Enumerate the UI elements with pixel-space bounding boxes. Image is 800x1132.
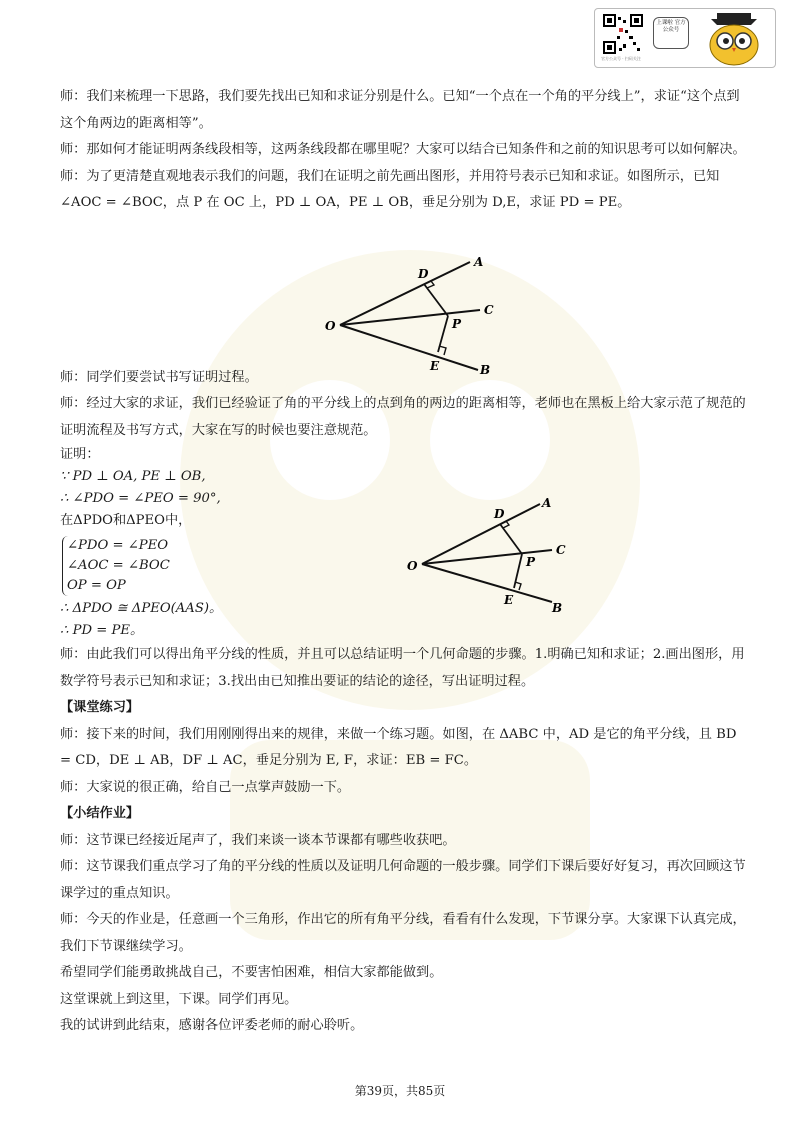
label-O: O [325,319,336,333]
label-P: P [526,555,536,569]
paragraph: 师：经过大家的求证，我们已经验证了角的平分线上的点到角的两边的距离相等，老师也在黑板上给大家示范了规范的证明流程及书写方式，大家在写的时候也要注意规范。 [60,396,746,438]
label-O: O [407,559,418,573]
label-D: D [494,507,505,521]
owl-mascot-icon [699,11,769,67]
paragraph: 师：那如何才能证明两条线段相等，这两条线段都在哪里呢？大家可以结合已知条件和之前的知识思考可以如何解决。 [60,142,746,157]
label-A: A [474,255,484,269]
paragraph: 这堂课就上到这里，下课。同学们再见。 [60,991,298,1007]
section-heading: 【课堂练习】 [60,700,140,715]
header-bubble: 上课啦 官方公众号 [653,17,689,49]
angle-bisector-figure-1 [320,250,500,386]
label-C: C [484,303,494,317]
section-heading: 【小结作业】 [60,806,140,821]
label-C: C [556,543,566,557]
proof-line: ∴ ΔPDO ≅ ΔPEO(AAS)。 [60,601,223,616]
header-qr-card [594,8,776,68]
paragraph: 师：这节课我们重点学习了角的平分线的性质以及证明几何命题的一般步骤。同学们下课后要好好复习，再次回顾这节课学过的重点知识。 [60,859,746,901]
label-D: D [418,267,429,281]
label-E: E [430,359,440,373]
paragraph: 师：我们来梳理一下思路，我们要先找出已知和求证分别是什么。已知“一个点在一个角的平分线上”，求证“这个点到这个角两边的距离相等”。 [60,89,740,131]
label-B: B [480,363,491,377]
paragraph: 师：这节课已经接近尾声了，我们来谈一谈本节课都有哪些收获吧。 [60,832,456,848]
proof-condition: OP = OP [67,578,126,593]
proof-line: ∵ PD ⊥ OA, PE ⊥ OB, [60,469,206,484]
page-number: 第39页，共85页 [354,1084,446,1098]
proof-condition: ∠PDO = ∠PEO [67,538,169,553]
proof-block [60,444,400,642]
paragraph: 师：大家说的很正确，给自己一点掌声鼓励一下。 [60,779,351,795]
paragraph: 师：接下来的时间，我们用刚刚得出来的规律，来做一个练习题。如图，在 ΔABC 中，AD 是它的角平分线，且 BD = CD，DE ⊥ AB，DF ⊥ AC，垂足分别为 E, F，求证：EB = FC。 [60,726,737,768]
angle-bisector-figure-2 [402,494,572,614]
paragraph: 师：为了更清楚直观地表示我们的问题，我们在证明之前先画出图形，并用符号表示已知和求证。如图所示，已知∠AOC = ∠BOC，点 P 在 OC 上，PD ⊥ OA，PE ⊥ OB，垂足分别为 D,E，求证 PD = PE。 [60,168,720,210]
paragraph: 师：同学们要尝试书写证明过程。 [60,369,258,385]
proof-condition: ∠AOC = ∠BOC [67,558,170,573]
label-P: P [452,317,462,331]
proof-title: 证明： [60,447,100,462]
paragraph: 我的试讲到此结束，感谢各位评委老师的耐心聆听。 [60,1018,364,1033]
label-E: E [504,593,514,607]
label-B: B [552,601,563,614]
proof-line: 在ΔPDO和ΔPEO中， [60,513,192,528]
label-A: A [542,496,552,510]
proof-line: ∴ ∠PDO = ∠PEO = 90°, [60,491,221,506]
qr-code-icon [603,14,643,54]
proof-brace-group [62,536,400,596]
proof-line: ∴ PD = PE。 [60,623,144,638]
paragraph: 希望同学们能勇敢挑战自己，不要害怕困难，相信大家都能做到。 [60,965,443,980]
paragraph: 师：今天的作业是，任意画一个三角形，作出它的所有角平分线，看看有什么发现，下节课分享。大家课下认真完成，我们下节课继续学习。 [60,912,746,954]
header-small-text: 官方公众号 · 扫码关注 [601,56,641,61]
paragraph: 师：由此我们可以得出角平分线的性质，并且可以总结证明一个几何命题的步骤。1.明确已知和求证；2.画出图形，用数学符号表示已知和求证；3.找出由已知推出要证的结论的途径，写出证明过程。 [60,647,745,689]
